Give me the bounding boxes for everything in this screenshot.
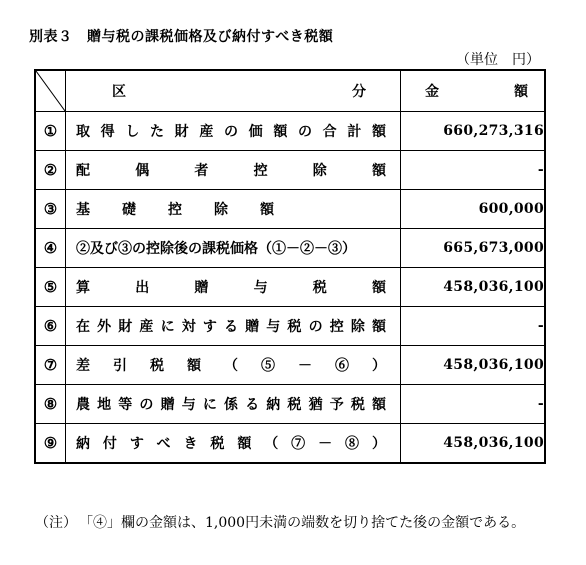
document-title: 別表３ 贈与税の課税価格及び納付すべき税額 [29,29,334,45]
row-label: 配偶者控除額 [76,163,386,179]
row-label: 差引税額（⑤－⑥） [76,358,386,374]
diagonal-line [36,71,65,111]
table-row [36,424,545,463]
row-number: ⑥ [43,317,58,335]
row-label: 算出贈与税額 [76,280,386,296]
header-amount-cell [401,71,545,112]
table-row [36,112,545,151]
row-amount: - [401,307,545,346]
footnote [35,513,555,533]
table-header-row [36,71,545,112]
tax-table [35,70,545,463]
unit-label: （単位 円） [456,52,540,68]
row-number: ⑤ [43,278,58,296]
table-row [36,346,545,385]
header-category-cell [66,71,401,112]
row-number: ① [43,122,58,140]
row-label: 在外財産に対する贈与税の控除額 [76,319,386,335]
row-amount: 458,036,100 [401,346,545,385]
table-row [36,151,545,190]
row-label: 納付すべき税額（⑦－⑧） [76,436,386,452]
row-amount: 660,273,316 [401,112,545,151]
row-amount: 665,673,000 [401,229,545,268]
row-number: ⑨ [43,434,58,452]
row-number: ⑧ [43,395,58,413]
table-row [36,385,545,424]
header-diagonal-cell [36,71,66,112]
footnote-text: 「④」欄の金額は、1,000円未満の端数を切り捨てた後の金額である。 [79,515,526,531]
row-amount: - [401,151,545,190]
footnote-prefix: （注） [35,515,77,531]
row-number: ⑦ [43,356,58,374]
table-row [36,229,545,268]
table-row [36,268,545,307]
row-amount: 458,036,100 [401,424,545,463]
row-number: ③ [43,200,58,218]
table-row [36,190,545,229]
row-amount: 458,036,100 [401,268,545,307]
header-category-left: 区 [112,84,126,100]
row-amount: 600,000 [401,190,545,229]
row-label: ②及び③の控除後の課税価格（①－②－③） [76,241,356,257]
table-row [36,307,545,346]
row-label: 基礎控除額 [76,202,274,218]
header-amount-left: 金 [425,84,439,100]
header-category-right: 分 [352,84,366,100]
header-amount-right: 額 [514,84,528,100]
row-amount: - [401,385,545,424]
row-label: 取得した財産の価額の合計額 [76,124,386,140]
row-number: ④ [43,239,58,257]
row-number: ② [43,161,58,179]
row-label: 農地等の贈与に係る納税猶予税額 [76,397,386,413]
